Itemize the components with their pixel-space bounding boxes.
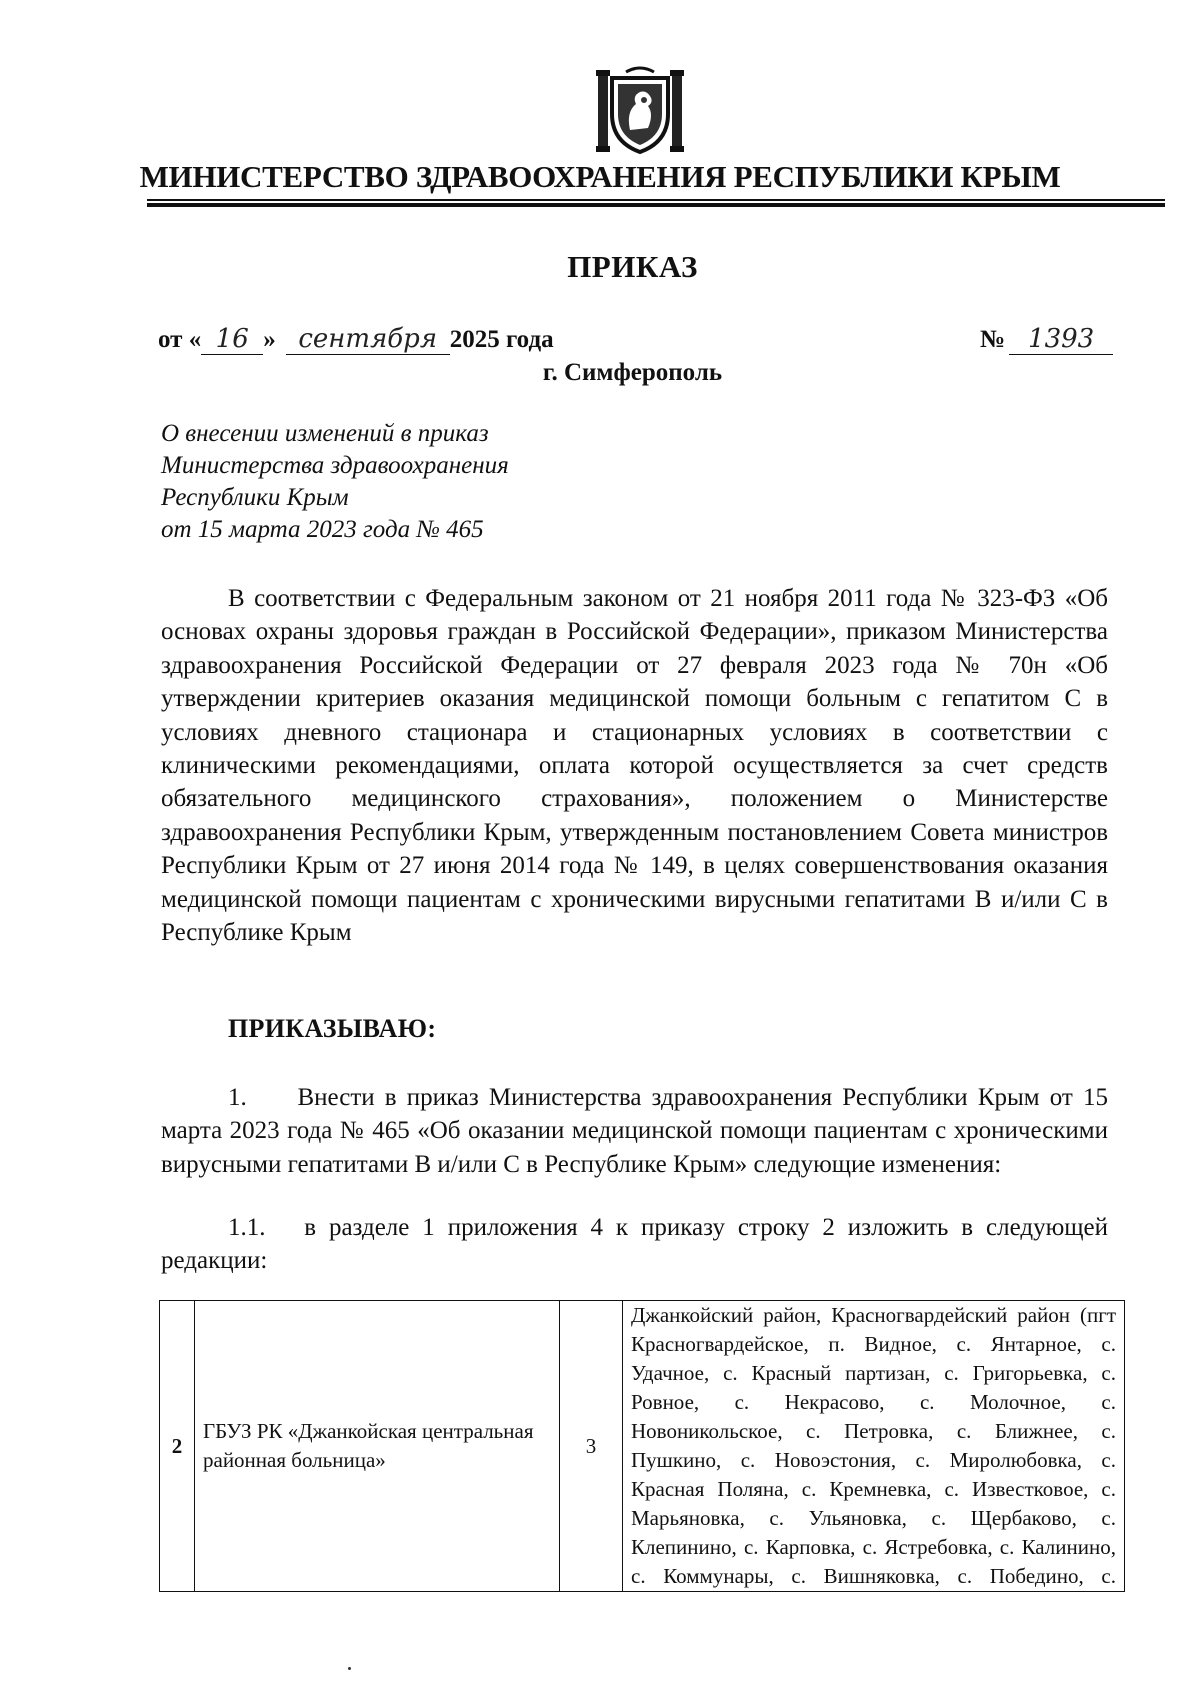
date-prefix: от « bbox=[158, 326, 202, 353]
row-number-cell: 2 bbox=[160, 1301, 195, 1592]
date-month-handwritten: сентября bbox=[286, 326, 450, 355]
table-row bbox=[160, 1301, 1125, 1592]
subject-line: Республики Крым bbox=[161, 484, 349, 511]
header-rule-thin bbox=[147, 199, 1165, 201]
order-city: г. Симферополь bbox=[542, 359, 723, 386]
number-handwritten: 1393 bbox=[1009, 326, 1113, 355]
order-number bbox=[980, 326, 1113, 355]
crimea-coat-of-arms-icon bbox=[596, 66, 684, 156]
header-rule-thick bbox=[147, 203, 1165, 207]
date-separator: » bbox=[263, 326, 276, 353]
order-verb: ПРИКАЗЫВАЮ: bbox=[228, 1014, 437, 1043]
number-prefix: № bbox=[980, 326, 1006, 353]
ministry-name: МИНИСТЕРСТВО ЗДРАВООХРАНЕНИЯ РЕСПУБЛИКИ КРЫМ bbox=[139, 159, 1061, 194]
item-1-1-paragraph: 1.1. в разделе 1 приложения 4 к приказу строку 2 изложить в следующей редакции: bbox=[161, 1214, 1115, 1275]
amendment-table bbox=[159, 1300, 1125, 1592]
count-cell: 3 bbox=[560, 1301, 623, 1592]
subject-line: Министерства здравоохранения bbox=[161, 452, 509, 479]
subject-line: О внесении изменений в приказ bbox=[161, 420, 489, 447]
date-day-handwritten: 16 bbox=[201, 326, 263, 355]
subject-line: от 15 марта 2023 года № 465 bbox=[161, 516, 484, 543]
organization-cell: ГБУЗ РК «Джанкойская центральная районная больница» bbox=[195, 1301, 560, 1592]
service-area-cell: Джанкойский район, Красногвардейский район (пгт Красногвардейское, п. Видное, с. Янтарное, с. Удачное, с. Красный партизан, с. Григорьевка, с. Ровное, с. Некрасово, с. Молочное, с. Новоникольское, с. Петровка, с. Ближнее, с. Пушкино, с. Новоэстония, с. Миролюбовка, с. Красная Поляна, с. Кремневка, с. Известковое, с. Марьяновка, с. Ульяновка, с. Щербаково, с. Клепинино, с. Карповка, с. Ястребовка, с. Калинино, с. Коммунары, с. Вишняковка, с. Побединo, с. bbox=[623, 1301, 1125, 1592]
scan-speck bbox=[348, 1667, 351, 1670]
document-type: ПРИКАЗ bbox=[567, 249, 698, 284]
preamble-paragraph: В соответствии с Федеральным законом от 21 ноября 2011 года № 323-ФЗ «Об основах охраны здоровья граждан в Российской Федерации», приказом Министерства здравоохранения Российской Федерации от 27 февраля 2023 года № 70н «Об утверждении критериев оказания медицинской помощи больным с гепатитом С в условиях дневного стационара и стационарных условиях в соответствии с клиническими рекомендациями, оплата которой осуществляется за счет средств обязательного медицинского страхования», положением о Министерстве здравоохранения Республики Крым, утвержденным постановлением Совета министров Республики Крым от 27 июня 2014 года № 149, в целях совершенствования оказания медицинской помощи пациентам с хроническими вирусными гепатитами В и/или С в Республике Крым bbox=[161, 585, 1108, 947]
item-1-paragraph: 1. Внести в приказ Министерства здравоохранения Республики Крым от 15 марта 2023 года № 465 «Об оказании медицинской помощи пациентам с хроническими вирусными гепатитами В и/или С в Республике Крым» следующие изменения: bbox=[161, 1084, 1115, 1178]
date-year: 2025 года bbox=[449, 326, 554, 353]
order-date bbox=[158, 326, 554, 355]
order-subject bbox=[161, 418, 509, 546]
